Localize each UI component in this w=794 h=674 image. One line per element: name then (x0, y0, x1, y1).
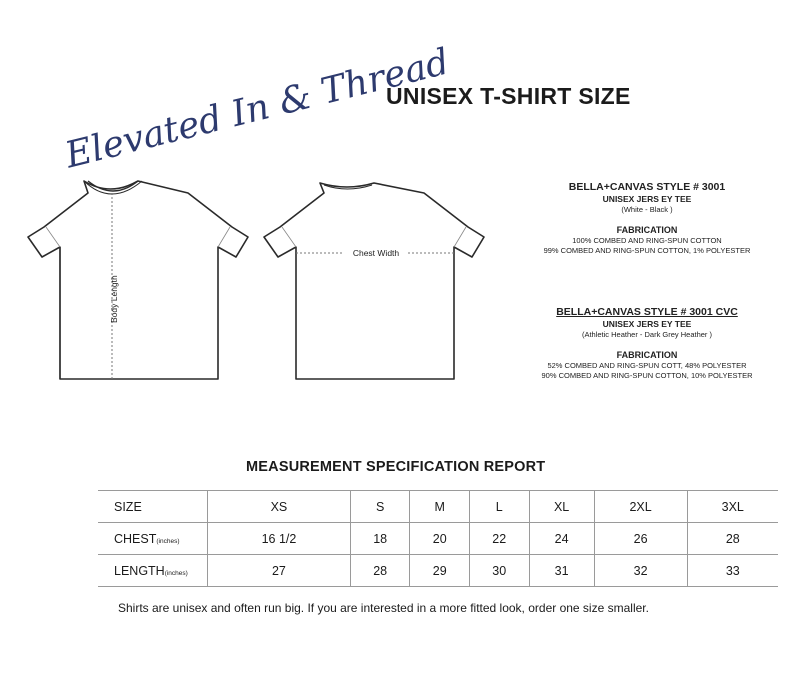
column-header: 3XL (687, 491, 778, 523)
brand-logo-text: Elevated In & Thread (61, 41, 454, 177)
fabrication-line: 99% COMBED AND RING-SPUN COTTON, 1% POLYESTER (543, 246, 751, 255)
table-cell: 26 (594, 523, 687, 555)
column-header: 2XL (594, 491, 687, 523)
spec-subheading: UNISEX JERS EY TEE (602, 319, 692, 329)
table-cell: 16 1/2 (208, 523, 351, 555)
table-cell: 32 (594, 555, 687, 587)
spec-block-3001-cvc (522, 306, 772, 381)
tshirt-back-diagram (258, 175, 490, 385)
fabrication-line: 100% COMBED AND RING-SPUN COTTON (572, 236, 722, 245)
column-header: L (469, 491, 529, 523)
spec-heading: BELLA+CANVAS STYLE # 3001 CVC (556, 306, 738, 318)
row-label-unit: (inches) (156, 537, 180, 545)
fabrication-line: 90% COMBED AND RING-SPUN COTTON, 10% POLYESTER (541, 371, 753, 380)
tshirt-front-diagram (22, 175, 254, 385)
table-cell: 29 (410, 555, 470, 587)
row-label-text: LENGTH (114, 563, 165, 578)
fabrication-line: 52% COMBED AND RING-SPUN COTT, 48% POLYESTER (547, 361, 747, 370)
table-cell: 33 (687, 555, 778, 587)
table-cell: 28 (350, 555, 410, 587)
spec-heading: BELLA+CANVAS STYLE # 3001 (568, 181, 726, 193)
body-length-label: Body Length (109, 275, 119, 323)
column-header: SIZE (98, 491, 208, 523)
table-cell: 30 (469, 555, 529, 587)
table-cell: 27 (208, 555, 351, 587)
table-cell: 31 (529, 555, 594, 587)
fabrication-heading: FABRICATION (616, 225, 678, 235)
spec-block-3001 (522, 181, 772, 256)
table-cell: 24 (529, 523, 594, 555)
row-label (98, 555, 208, 587)
column-header: XS (208, 491, 351, 523)
table-cell: 28 (687, 523, 778, 555)
row-label-text: CHEST (114, 531, 157, 546)
column-header: XL (529, 491, 594, 523)
table-header-row (98, 491, 778, 523)
spec-colors: (White - Black ) (621, 205, 673, 214)
row-label (98, 523, 208, 555)
table-cell: 18 (350, 523, 410, 555)
table-cell: 22 (469, 523, 529, 555)
column-header: S (350, 491, 410, 523)
size-chart-table (98, 490, 778, 587)
table-cell: 20 (410, 523, 470, 555)
brand-logo (44, 40, 454, 177)
spec-colors: (Athletic Heather - Dark Grey Heather ) (581, 330, 713, 339)
row-label-unit: (inches) (164, 569, 188, 577)
chest-width-label: Chest Width (352, 248, 400, 258)
spec-subheading: UNISEX JERS EY TEE (602, 194, 692, 204)
sizing-footnote: Shirts are unisex and often run big. If you are interested in a more fitted look, order one size smaller. (118, 601, 649, 615)
page-title: UNISEX T-SHIRT SIZE (386, 83, 631, 109)
report-title: MEASUREMENT SPECIFICATION REPORT (246, 459, 546, 475)
column-header: M (410, 491, 470, 523)
table-row (98, 523, 778, 555)
table-row (98, 555, 778, 587)
fabrication-heading: FABRICATION (616, 350, 678, 360)
